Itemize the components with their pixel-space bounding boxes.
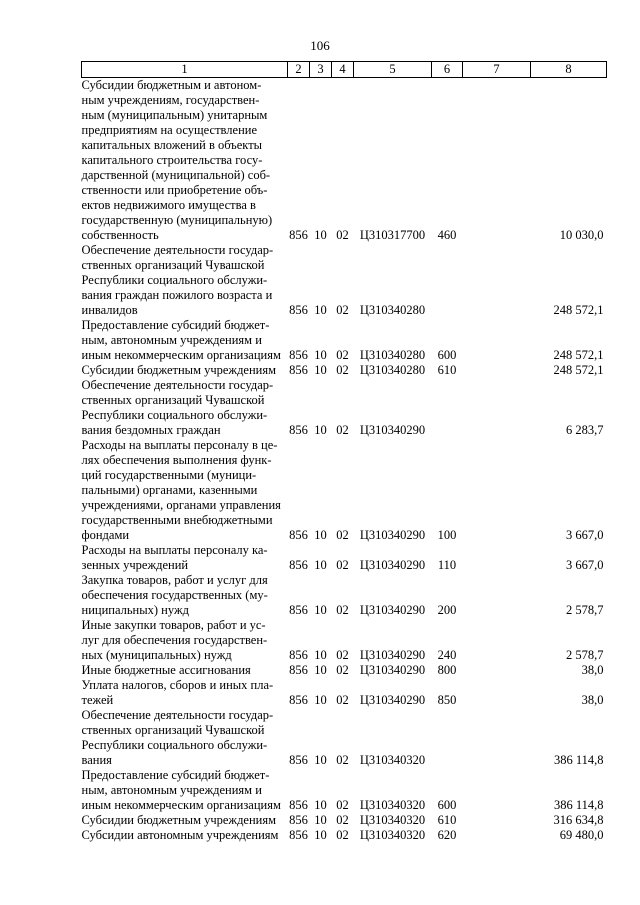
- expense-type-cell: 800: [437, 663, 457, 677]
- description-line: вания: [81, 753, 112, 767]
- subsection-code-cell: 02: [336, 813, 349, 827]
- description-line: Субсидии бюджетным и автоном-: [81, 78, 262, 92]
- row-description: [82, 318, 288, 363]
- column-7-cell: [463, 708, 531, 768]
- subsection-code-cell: 02: [336, 348, 349, 362]
- description-line: ственности или приобретение объ-: [81, 183, 268, 197]
- column-7-cell: [463, 378, 531, 438]
- target-article-cell: Ц310340320: [359, 813, 426, 827]
- section-code-cell: 10: [314, 528, 327, 542]
- description-line: фондами: [81, 528, 130, 542]
- description-line: ственных организаций Чувашской: [81, 393, 265, 407]
- header-col-1: 1: [82, 62, 288, 78]
- description-line: Республики социального обслужи-: [81, 273, 268, 287]
- admin-code-cell: 856: [289, 348, 308, 362]
- admin-code-cell: 856: [289, 528, 308, 542]
- amount-cell: 2 578,7: [566, 603, 604, 617]
- subsection-code-cell: 02: [336, 798, 349, 812]
- amount-cell: 38,0: [581, 693, 604, 707]
- section-code-cell: 10: [314, 663, 327, 677]
- expense-type-cell: 610: [437, 813, 457, 827]
- row-description: [82, 243, 288, 318]
- description-line: ственных организаций Чувашской: [81, 258, 265, 272]
- expense-type-cell: 610: [437, 363, 457, 377]
- subsection-code-cell: 02: [336, 363, 349, 377]
- description-line: государственную (муниципальную): [81, 213, 273, 227]
- admin-code-cell: 856: [289, 558, 308, 572]
- header-col-2: 2: [288, 62, 310, 78]
- column-7-cell: [463, 543, 531, 573]
- table-row: [82, 573, 607, 618]
- row-description: [82, 663, 288, 678]
- description-line: луг для обеспечения государствен-: [81, 633, 268, 647]
- description-line: обеспечения государственных (му-: [81, 588, 268, 602]
- subsection-code-cell: 02: [336, 528, 349, 542]
- target-article-cell: Ц310340320: [359, 753, 426, 767]
- column-7-cell: [463, 768, 531, 813]
- admin-code-cell: 856: [289, 693, 308, 707]
- subsection-code-cell: 02: [336, 423, 349, 437]
- header-col-3: 3: [310, 62, 332, 78]
- row-description: [82, 708, 288, 768]
- table-row: [82, 618, 607, 663]
- target-article-cell: Ц310340290: [359, 423, 426, 437]
- row-description: [82, 78, 288, 244]
- description-line: Субсидии бюджетным учреждениям: [81, 363, 277, 377]
- table-row: [82, 813, 607, 828]
- section-code-cell: 10: [314, 603, 327, 617]
- description-line: ным учреждениям, государствен-: [81, 93, 260, 107]
- description-line: ным (муниципальным) унитарным: [81, 108, 268, 122]
- table-row: [82, 438, 607, 543]
- description-line: Иные закупки товаров, работ и ус-: [81, 618, 266, 632]
- section-code-cell: 10: [314, 558, 327, 572]
- section-code-cell: 10: [314, 228, 327, 242]
- admin-code-cell: 856: [289, 828, 308, 842]
- admin-code-cell: 856: [289, 228, 308, 242]
- subsection-code-cell: 02: [336, 603, 349, 617]
- description-line: учреждениями, органами управления: [81, 498, 281, 512]
- subsection-code-cell: 02: [336, 648, 349, 662]
- description-line: иным некоммерческим организациям: [81, 348, 281, 362]
- expense-type-cell: [432, 378, 463, 438]
- description-line: Республики социального обслужи-: [81, 738, 268, 752]
- amount-cell: 386 114,8: [553, 753, 604, 767]
- column-7-cell: [463, 318, 531, 363]
- description-line: вания граждан пожилого возраста и: [81, 288, 273, 302]
- description-line: Расходы на выплаты персоналу ка-: [81, 543, 268, 557]
- description-line: инвалидов: [81, 303, 138, 317]
- table-row: [82, 318, 607, 363]
- table-body: [82, 78, 607, 844]
- expense-type-cell: 460: [437, 228, 457, 242]
- target-article-cell: Ц310340290: [359, 528, 426, 542]
- amount-cell: 6 283,7: [566, 423, 604, 437]
- description-line: Иные бюджетные ассигнования: [81, 663, 251, 677]
- row-description: [82, 438, 288, 543]
- subsection-code-cell: 02: [336, 693, 349, 707]
- row-description: [82, 618, 288, 663]
- section-code-cell: 10: [314, 813, 327, 827]
- column-7-cell: [463, 618, 531, 663]
- target-article-cell: Ц310340290: [359, 663, 426, 677]
- table-row: [82, 678, 607, 708]
- description-line: капитального строительства госу-: [81, 153, 263, 167]
- header-col-8: 8: [531, 62, 607, 78]
- expense-type-cell: 200: [437, 603, 457, 617]
- description-line: ниципальных) нужд: [81, 603, 189, 617]
- header-col-4: 4: [332, 62, 354, 78]
- column-7-cell: [463, 78, 531, 244]
- amount-cell: 10 030,0: [559, 228, 604, 242]
- expense-type-cell: 600: [437, 798, 457, 812]
- column-7-cell: [463, 573, 531, 618]
- target-article-cell: Ц310340320: [359, 798, 426, 812]
- target-article-cell: Ц310340280: [359, 348, 426, 362]
- column-7-cell: [463, 363, 531, 378]
- amount-cell: 386 114,8: [553, 798, 604, 812]
- column-7-cell: [463, 678, 531, 708]
- description-line: пальными) органами, казенными: [81, 483, 258, 497]
- subsection-code-cell: 02: [336, 663, 349, 677]
- description-line: ных (муниципальных) нужд: [81, 648, 232, 662]
- table-row: [82, 378, 607, 438]
- target-article-cell: Ц310340290: [359, 603, 426, 617]
- header-col-7: 7: [463, 62, 531, 78]
- page-number: 106: [310, 38, 330, 53]
- admin-code-cell: 856: [289, 603, 308, 617]
- amount-cell: 248 572,1: [553, 303, 604, 317]
- expense-type-cell: 600: [437, 348, 457, 362]
- admin-code-cell: 856: [289, 648, 308, 662]
- description-line: ций государственными (муници-: [81, 468, 257, 482]
- description-line: собственность: [81, 228, 159, 242]
- admin-code-cell: 856: [289, 798, 308, 812]
- description-line: лях обеспечения выполнения функ-: [81, 453, 272, 467]
- expense-type-cell: 100: [437, 528, 457, 542]
- section-code-cell: 10: [314, 303, 327, 317]
- table-row: [82, 768, 607, 813]
- amount-cell: 69 480,0: [559, 828, 604, 842]
- description-line: дарственной (муниципальной) соб-: [81, 168, 271, 182]
- expense-type-cell: 110: [437, 558, 457, 572]
- admin-code-cell: 856: [289, 663, 308, 677]
- amount-cell: 38,0: [581, 663, 604, 677]
- description-line: Обеспечение деятельности государ-: [81, 708, 274, 722]
- target-article-cell: Ц310340320: [359, 828, 426, 842]
- description-line: Уплата налогов, сборов и иных пла-: [81, 678, 274, 692]
- column-7-cell: [463, 813, 531, 828]
- amount-cell: 2 578,7: [566, 648, 604, 662]
- amount-cell: 3 667,0: [566, 528, 604, 542]
- expense-type-cell: 850: [437, 693, 457, 707]
- table-row: [82, 828, 607, 843]
- target-article-cell: Ц310340280: [359, 363, 426, 377]
- subsection-code-cell: 02: [336, 753, 349, 767]
- description-line: Предоставление субсидий бюджет-: [81, 318, 270, 332]
- amount-cell: 248 572,1: [553, 348, 604, 362]
- column-7-cell: [463, 828, 531, 843]
- table-row: [82, 543, 607, 573]
- admin-code-cell: 856: [289, 363, 308, 377]
- subsection-code-cell: 02: [336, 228, 349, 242]
- expense-type-cell: [432, 708, 463, 768]
- expense-type-cell: 240: [437, 648, 457, 662]
- table-row: [82, 243, 607, 318]
- expense-type-cell: 620: [437, 828, 457, 842]
- description-line: тежей: [81, 693, 114, 707]
- description-line: Республики социального обслужи-: [81, 408, 268, 422]
- table-row: [82, 78, 607, 244]
- header-col-5: 5: [354, 62, 432, 78]
- target-article-cell: Ц310340280: [359, 303, 426, 317]
- amount-cell: 316 634,8: [553, 813, 604, 827]
- description-line: Обеспечение деятельности государ-: [81, 243, 274, 257]
- row-description: [82, 573, 288, 618]
- budget-table: [81, 61, 607, 843]
- description-line: капитальных вложений в объекты: [81, 138, 263, 152]
- expense-type-cell: [432, 243, 463, 318]
- description-line: ным, автономным учреждениям и: [81, 783, 262, 797]
- target-article-cell: Ц310340290: [359, 558, 426, 572]
- description-line: Закупка товаров, работ и услуг для: [81, 573, 268, 587]
- section-code-cell: 10: [314, 693, 327, 707]
- description-line: ственных организаций Чувашской: [81, 723, 265, 737]
- description-line: Предоставление субсидий бюджет-: [81, 768, 270, 782]
- subsection-code-cell: 02: [336, 303, 349, 317]
- description-line: Субсидии автономным учреждениям: [81, 828, 279, 842]
- row-description: [82, 363, 288, 378]
- description-line: Субсидии бюджетным учреждениям: [81, 813, 277, 827]
- subsection-code-cell: 02: [336, 828, 349, 842]
- row-description: [82, 678, 288, 708]
- description-line: вания бездомных граждан: [81, 423, 221, 437]
- row-description: [82, 813, 288, 828]
- section-code-cell: 10: [314, 423, 327, 437]
- target-article-cell: Ц310340290: [359, 693, 426, 707]
- description-line: предприятиям на осуществление: [81, 123, 258, 137]
- target-article-cell: Ц310317700: [359, 228, 426, 242]
- row-description: [82, 828, 288, 843]
- admin-code-cell: 856: [289, 813, 308, 827]
- section-code-cell: 10: [314, 798, 327, 812]
- row-description: [82, 378, 288, 438]
- description-line: иным некоммерческим организациям: [81, 798, 281, 812]
- admin-code-cell: 856: [289, 303, 308, 317]
- description-line: государственными внебюджетными: [81, 513, 273, 527]
- column-7-cell: [463, 663, 531, 678]
- section-code-cell: 10: [314, 348, 327, 362]
- description-line: Обеспечение деятельности государ-: [81, 378, 274, 392]
- header-row: [82, 62, 607, 78]
- admin-code-cell: 856: [289, 753, 308, 767]
- admin-code-cell: 856: [289, 423, 308, 437]
- row-description: [82, 543, 288, 573]
- table-row: [82, 663, 607, 678]
- description-line: зенных учреждений: [81, 558, 189, 572]
- target-article-cell: Ц310340290: [359, 648, 426, 662]
- column-7-cell: [463, 243, 531, 318]
- section-code-cell: 10: [314, 648, 327, 662]
- description-line: Расходы на выплаты персоналу в це-: [81, 438, 278, 452]
- amount-cell: 3 667,0: [566, 558, 604, 572]
- subsection-code-cell: 02: [336, 558, 349, 572]
- section-code-cell: 10: [314, 363, 327, 377]
- row-description: [82, 768, 288, 813]
- table-row: [82, 363, 607, 378]
- description-line: ным, автономным учреждениям и: [81, 333, 262, 347]
- column-7-cell: [463, 438, 531, 543]
- description-line: ектов недвижимого имущества в: [81, 198, 256, 212]
- table-row: [82, 708, 607, 768]
- amount-cell: 248 572,1: [553, 363, 604, 377]
- section-code-cell: 10: [314, 828, 327, 842]
- header-col-6: 6: [432, 62, 463, 78]
- section-code-cell: 10: [314, 753, 327, 767]
